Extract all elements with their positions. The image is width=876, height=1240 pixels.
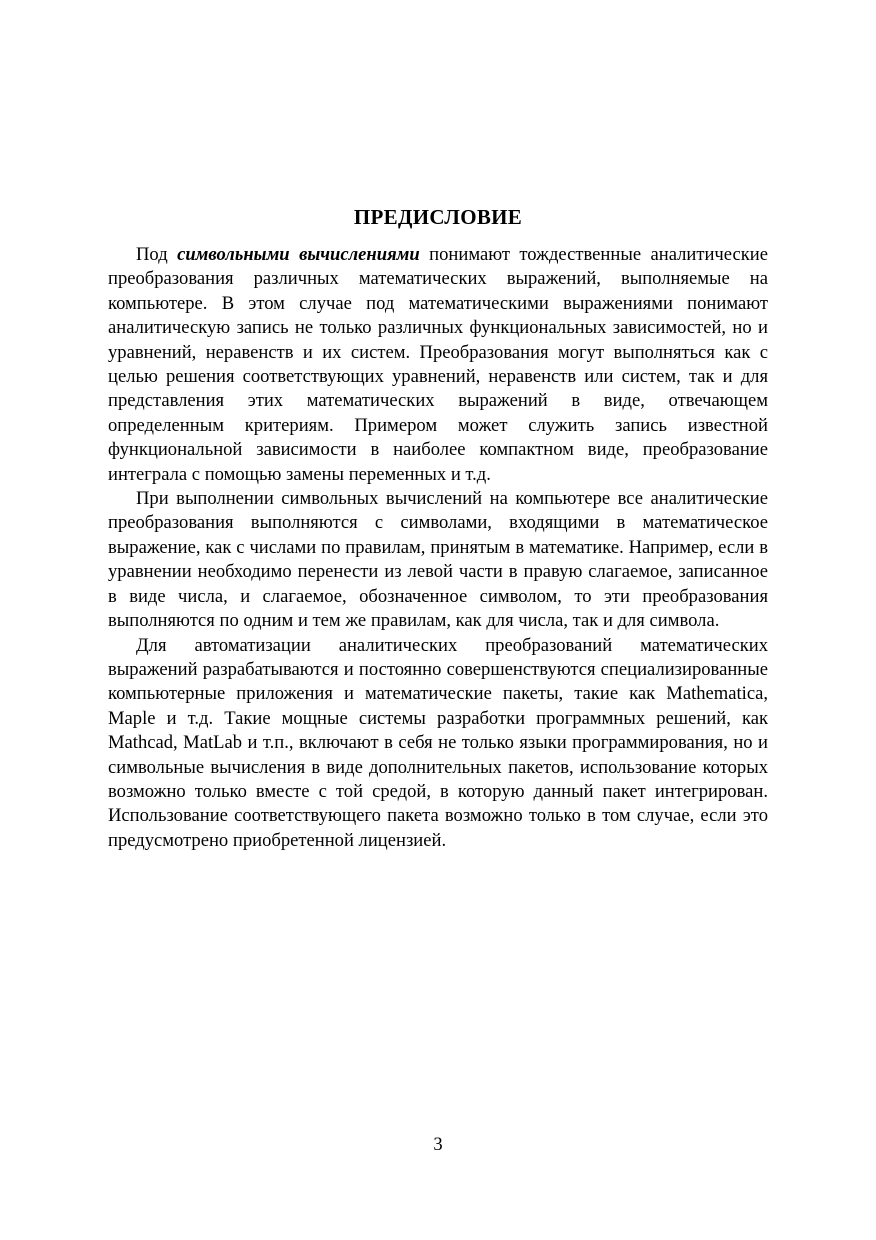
paragraph-1-emphasis: символьными вычислениями [177,244,420,265]
paragraph-1 [108,243,768,487]
body-text [108,243,768,853]
paragraph-3: Для автоматизации аналитических преобразований математических выражений разрабатываются и постоянно совершенствуются специализированные компьютерные приложения и математические пакеты, такие как Mathematica, Maple и т.д. Такие мощные системы разработки программных решений, как Mathcad, MatLab и т.п., включают в себя не только языки программирования, но и символьные вычисления в виде дополнительных пакетов, использование которых возможно только вместе с той средой, в которую данный пакет интегрирован. Использование соответствующего пакета возможно только в том случае, если это предусмотрено приобретенной лицензией. [108,634,768,851]
paragraph-2: При выполнении символьных вычислений на компьютере все аналитические преобразования выполняются с символами, входящими в математическое выражение, как с числами по правилам, принятым в математике. Например, если в уравнении необходимо перенести из левой части в правую слагаемое, записанное в виде числа, и слагаемое, обозначенное символом, то эти преобразования выполняются по одним и тем же правилам, как для числа, так и для символа. [108,488,768,632]
document-page [108,0,768,1240]
page-title: ПРЕДИСЛОВИЕ [353,205,523,229]
page-number: 3 [433,1134,443,1155]
paragraph-1-rest: понимают тождественные аналитические преобразования различных математических выражений, выполняемые на компьютере. В этом случае под математическими выражениями понимают аналитическую запись не только различных функциональных зависимостей, но и уравнений, неравенств и их систем. Преобразования могут выполняться как с целью решения соответствующих уравнений, неравенств или систем, так и для представления этих математических выражений в виде, отвечающем определенным критериям. Примером может служить запись известной функциональной зависимости в наиболее компактном виде, преобразование интеграла с помощью замены переменных и т.д. [108,244,768,485]
paragraph-1-lead: Под [136,244,178,265]
